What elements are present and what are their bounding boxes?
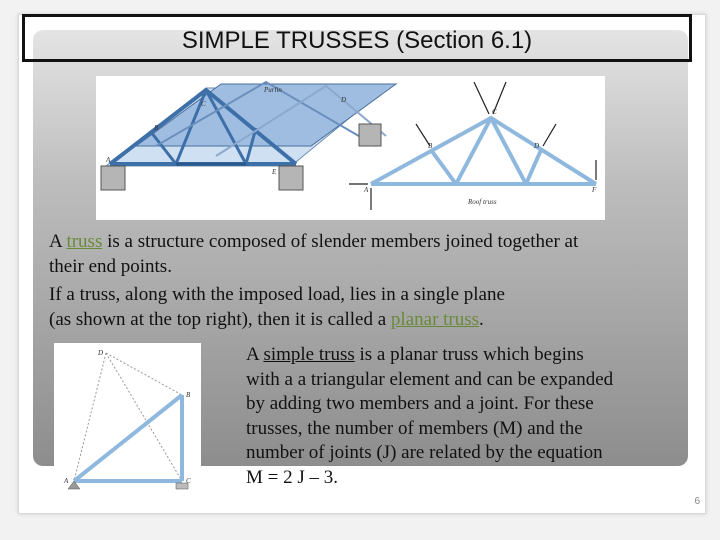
paragraph3-line5: number of joints (J) are related by the equation bbox=[246, 442, 603, 463]
roof-truss-figure bbox=[96, 76, 605, 220]
label-right-f: F bbox=[592, 186, 597, 194]
label-right-a: A bbox=[364, 186, 369, 194]
paragraph3-line2: with a a triangular element and can be expanded bbox=[246, 368, 614, 390]
label-bottom-a: A bbox=[64, 477, 69, 485]
simple-truss-figure bbox=[54, 343, 201, 493]
simple-truss-link[interactable]: simple truss bbox=[263, 344, 355, 365]
page-number: 6 bbox=[694, 496, 700, 507]
paragraph-truss-definition bbox=[49, 230, 578, 279]
title-box bbox=[22, 14, 692, 62]
label-left-d: D bbox=[341, 96, 347, 104]
label-bottom-b: B bbox=[186, 391, 191, 399]
simple-truss-illustration bbox=[54, 343, 201, 493]
paragraph2-line1: If a truss, along with the imposed load, lies in a single plane bbox=[49, 284, 505, 305]
label-purlin: Purlin bbox=[264, 86, 282, 94]
label-left-e: E bbox=[272, 168, 277, 176]
label-bottom-c: C bbox=[186, 477, 191, 485]
label-left-a: A bbox=[106, 156, 111, 164]
paragraph2-line2: (as shown at the top right), then it is called a planar truss. bbox=[49, 308, 484, 330]
planar-truss-link[interactable]: planar truss bbox=[390, 308, 480, 330]
paragraph3-line4: trusses, the number of members (M) and the bbox=[246, 417, 583, 439]
label-left-b: B bbox=[154, 124, 159, 132]
truss-link[interactable]: truss bbox=[66, 231, 103, 252]
paragraph-planar-truss bbox=[49, 283, 505, 332]
paragraph3-line1: A simple truss is a planar truss which begins bbox=[246, 344, 584, 365]
label-left-c: C bbox=[201, 100, 206, 108]
paragraph3-line3: by adding two members and a joint. For these bbox=[246, 393, 594, 414]
paragraph-simple-truss bbox=[246, 343, 613, 490]
slide-title: SIMPLE TRUSSES (Section 6.1) bbox=[181, 27, 533, 54]
roof-truss-illustration bbox=[96, 76, 605, 220]
label-right-d: D bbox=[534, 142, 540, 150]
paragraph3-equation: M = 2 J – 3. bbox=[246, 466, 339, 488]
paragraph1-line1: A truss is a structure composed of slender members joined together at bbox=[49, 231, 579, 252]
label-bottom-d: D bbox=[98, 349, 104, 357]
label-roof-truss: Roof truss bbox=[468, 198, 497, 206]
label-right-c: C bbox=[492, 108, 497, 116]
label-right-b: B bbox=[428, 142, 433, 150]
paragraph1-line2: their end points. bbox=[49, 255, 172, 277]
